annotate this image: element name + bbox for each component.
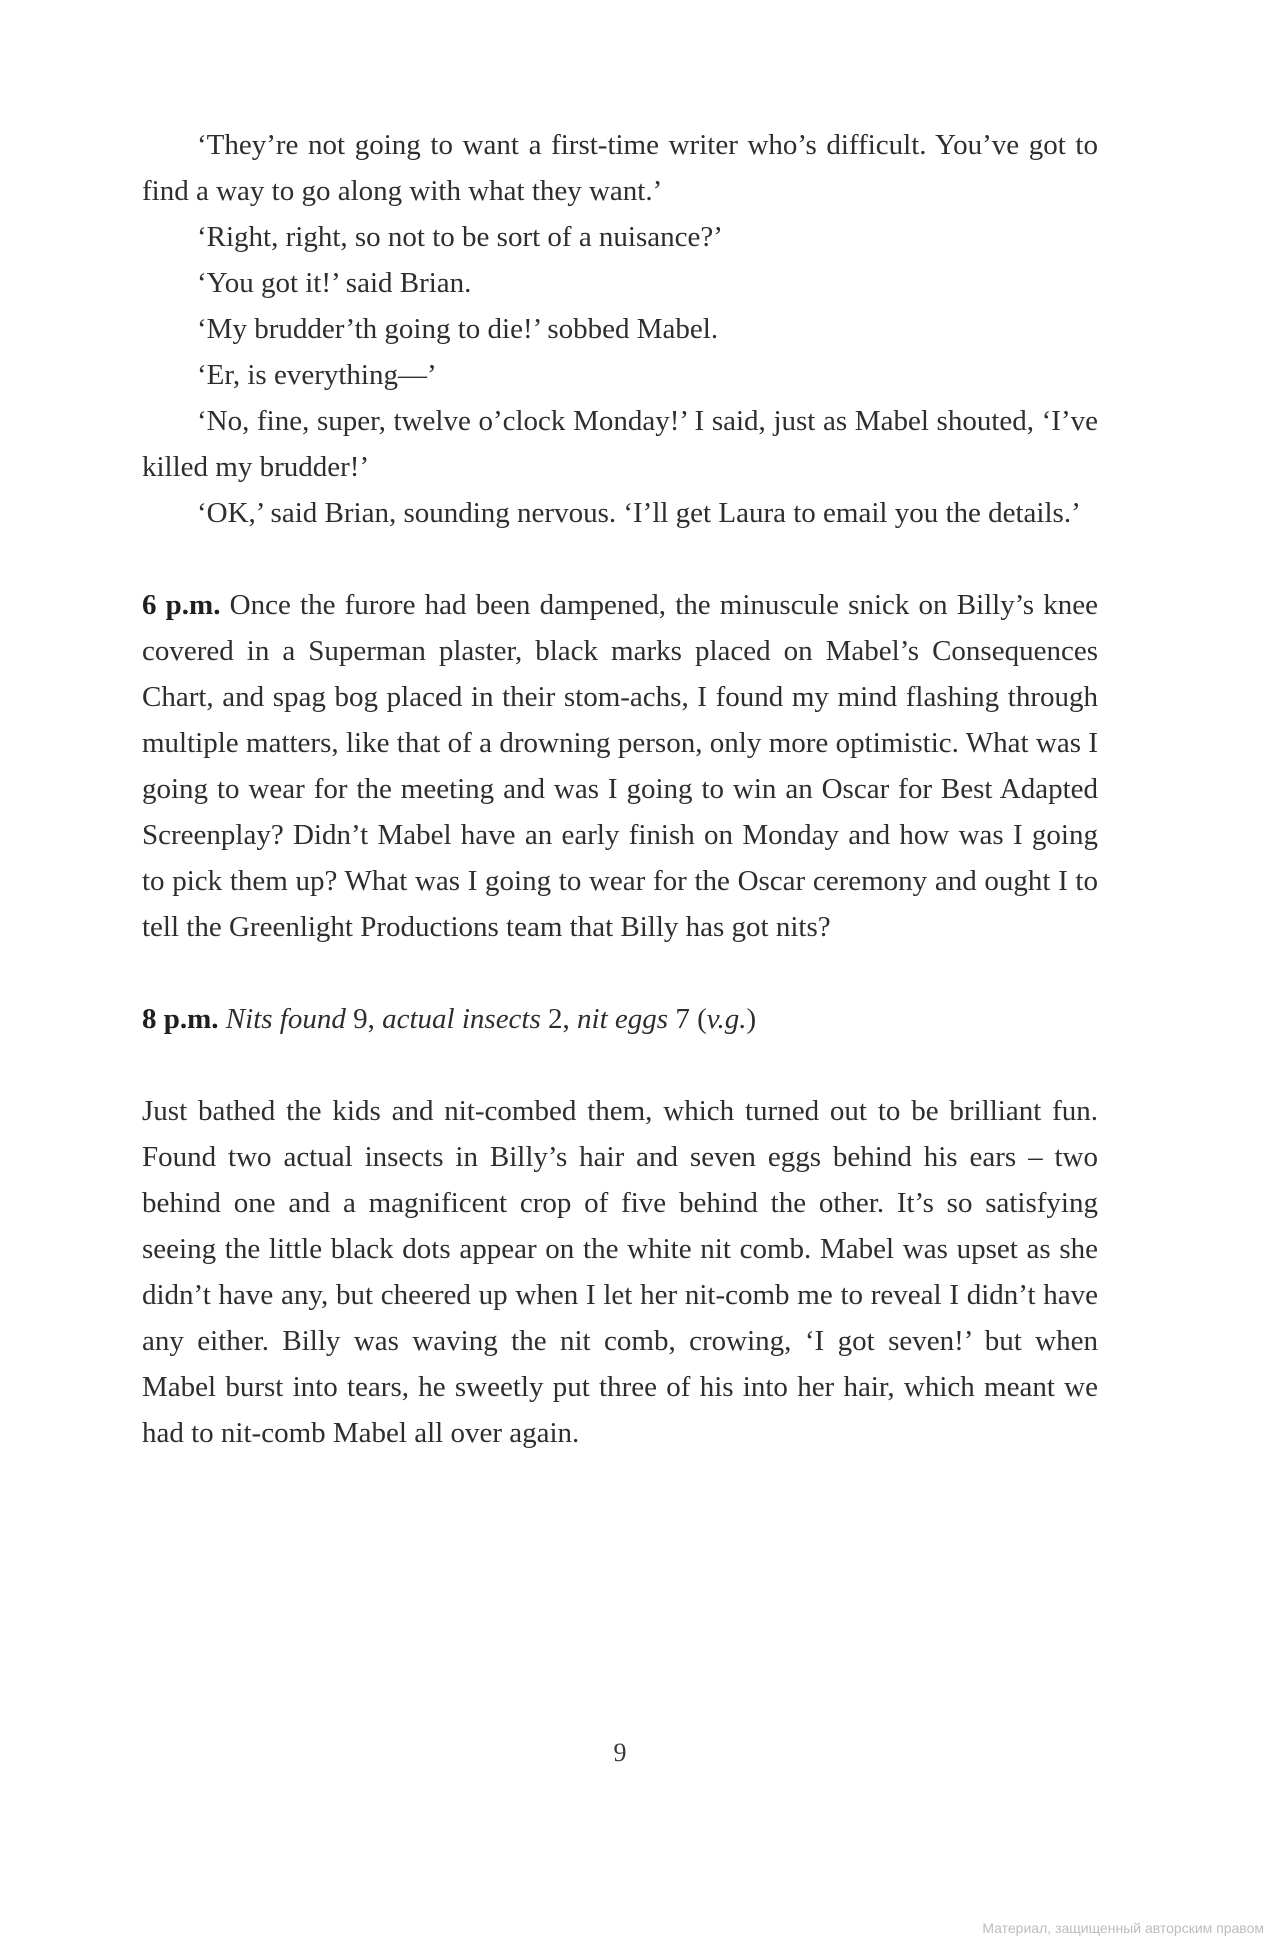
dialogue-line: ‘No, fine, super, twelve o’clock Monday!’ I said, just as Mabel shouted, ‘I’ve killed my brudder!’: [142, 405, 1098, 483]
log-label: Nits found: [225, 1003, 346, 1035]
entry-time: 6 p.m.: [142, 589, 221, 621]
dialogue-line: ‘They’re not going to want a first-time writer who’s difficult. You’ve got to find a way to go along with what they want.’: [142, 129, 1098, 207]
book-page-body: [142, 122, 1098, 1456]
diary-entry-6pm: [142, 582, 1098, 950]
dialogue-line: ‘Er, is everything—’: [197, 359, 437, 391]
log-value: ): [746, 1003, 757, 1035]
page-number: 9: [613, 1738, 627, 1767]
dialogue-line: ‘You got it!’ said Brian.: [197, 267, 472, 299]
log-label: v.g.: [706, 1003, 747, 1035]
log-value: 9,: [345, 1003, 383, 1035]
dialogue-line: ‘OK,’ said Brian, sounding nervous. ‘I’ll get Laura to email you the details.’: [197, 497, 1081, 529]
diary-entry-8pm-log: [142, 996, 1098, 1042]
log-value: 7 (: [668, 1003, 707, 1035]
entry-text: Once the furore had been dampened, the minuscule snick on Billy’s knee covered in a Superman plaster, black marks placed on Mabel’s Consequences Chart, and spag bog placed in their stom-achs, I found my mind flashing through multiple matters, like that of a drowning person, only more optimistic. What was I going to wear for the meeting and was I going to win an Oscar for Best Adapted Screenplay? Didn’t Mabel have an early finish on Monday and how was I going to pick them up? What was I going to wear for the Oscar ceremony and ought I to tell the Greenlight Productions team that Billy has got nits?: [142, 589, 1098, 943]
log-value: 2,: [540, 1003, 578, 1035]
dialogue-line: ‘Right, right, so not to be sort of a nuisance?’: [197, 221, 723, 253]
dialogue-line: ‘My brudder’th going to die!’ sobbed Mabel.: [197, 313, 719, 345]
log-label: actual insects: [382, 1003, 541, 1035]
entry-time: 8 p.m.: [142, 1003, 219, 1035]
log-label: nit eggs: [577, 1003, 669, 1035]
copyright-watermark: Материал, защищенный авторским правом: [982, 1920, 1264, 1936]
diary-entry-8pm-text: Just bathed the kids and nit-combed them, which turned out to be brilliant fun. Found two actual insects in Billy’s hair and seven eggs behind his ears – two behind one and a magnificent crop of five behind the other. It’s so satisfying seeing the little black dots appear on the white nit comb. Mabel was upset as she didn’t have any, but cheered up when I let her nit-comb me to reveal I didn’t have any either. Billy was waving the nit comb, crowing, ‘I got seven!’ but when Mabel burst into tears, he sweetly put three of his into her hair, which meant we had to nit-comb Mabel all over again.: [142, 1095, 1098, 1449]
